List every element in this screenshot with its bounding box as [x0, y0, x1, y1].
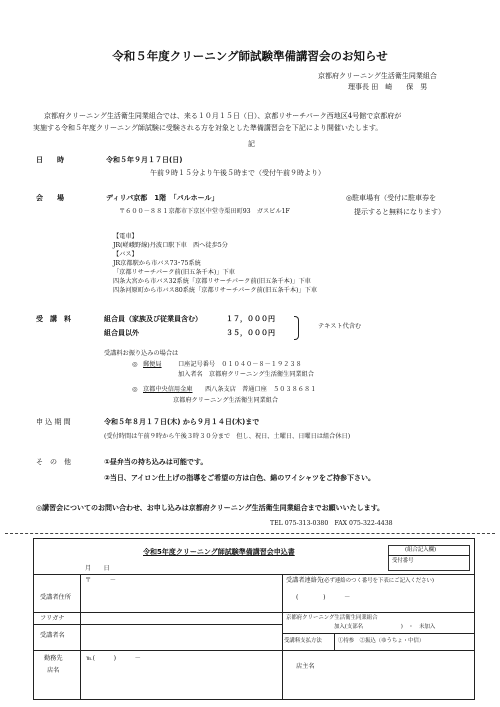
- venue-address: 〒６００－８８１京都市下京区中堂寺栗田町93 ガスビル1F: [119, 208, 290, 215]
- transfer-bank-account: 西八条支店 普通口座 ５０３８６８１: [205, 386, 317, 393]
- ki-label: 記: [248, 140, 255, 148]
- period-note: (受付時間は午前９時から午後３時３０分まで 但し、祝日、土曜日、日曜日は組合休日): [104, 433, 351, 440]
- venue-label: 会 場: [36, 194, 64, 202]
- notice-title: 令和５年度クリーニング師試験準備講習会のお知らせ: [112, 49, 388, 63]
- transfer-bank-mark: ◎: [132, 386, 138, 393]
- fee-label: 受 講 料: [36, 315, 71, 323]
- pay-label: 受講料支払方法: [284, 638, 322, 644]
- phone-field[interactable]: ( ) －: [296, 594, 351, 601]
- transfer-post-label: 郵便局: [143, 361, 162, 368]
- access-line: 【電車】: [113, 233, 138, 240]
- fee-note: テキスト代含む: [318, 323, 362, 330]
- period-value: 令和５年８月１７日(木) から９月１４日(木)まで: [104, 418, 260, 426]
- receipt-small-label: (組合記入欄): [405, 547, 437, 553]
- furigana-label: フリガナ: [40, 615, 65, 622]
- intro-line-1: 京都府クリーニング生活衛生同業組合では、来る１０月１５日（日）、京都リサーチパーク西地区4号館で京都府が: [44, 112, 402, 120]
- name-label: 受講者名: [40, 632, 65, 639]
- transfer-bank-holder: 京都府クリーニング生活衛生同業組合: [173, 397, 279, 404]
- issuer-org: 京都府クリーニング生活衛生同業組合: [318, 72, 437, 80]
- access-line: JR京都駅から市バス73･75系統: [113, 260, 201, 267]
- other-item-1: ①昼弁当の持ち込みは可能です。: [104, 458, 208, 466]
- pay-options[interactable]: ①持参 ②振込（ゆうちょ・中信）: [338, 638, 425, 644]
- access-line: 四条河原町から市バス80系統「京都リサーチパーク前(旧五条千本)」下車: [113, 287, 318, 294]
- address-label: 受講者住所: [40, 594, 71, 601]
- work-label: 勤務先: [44, 655, 63, 662]
- parking-line-2: 提示すると無料になります）: [354, 208, 445, 216]
- other-label: そ の 他: [36, 458, 71, 466]
- fee-non-value: ３５，０００円: [226, 329, 275, 337]
- shop-name-label: 店名: [47, 667, 60, 674]
- month-day: 月 日: [85, 565, 110, 572]
- time-value: 午前９時１５分より午後５時まで（受付午前９時より）: [150, 169, 325, 177]
- name-field[interactable]: [84, 627, 279, 648]
- other-item-2: ②当日、アイロン仕上げの指導をご希望の方は白色、綿のワイシャツをご持参下さい。: [104, 474, 375, 482]
- fee-non-label: 組合員以外: [104, 329, 139, 337]
- postal-mark: 〒 －: [85, 577, 116, 584]
- fee-brace: [294, 316, 299, 340]
- transfer-intro: 受講料お振り込みの場合は: [104, 350, 179, 357]
- address-field[interactable]: [84, 586, 279, 610]
- transfer-bank-label: 京都中央信用金庫: [143, 386, 193, 393]
- form-title: 令和5年度クリーニング師試験準備講習会申込書: [143, 548, 295, 556]
- fee-member-label: 組合員（家族及び従業員含む）: [104, 315, 202, 323]
- cut-line: [5, 533, 495, 534]
- shop-owner-label: 店主名: [296, 663, 315, 670]
- venue-name: ディリパ京都 1階 「パルホール」: [106, 194, 219, 202]
- furigana-field[interactable]: [84, 614, 279, 623]
- date-value: 令和５年９月１７日(日): [106, 156, 183, 164]
- transfer-post-account: 口座記号番号 ０１０４０－８－１９２３８: [178, 361, 302, 368]
- fee-member-value: １７，０００円: [226, 315, 275, 323]
- access-line: 【バス】: [113, 251, 138, 258]
- transfer-post-holder: 加入者名 京都府クリーニング生活衛生同業組合: [178, 371, 314, 378]
- contact-label: 受講者連絡先: [286, 577, 324, 584]
- period-label: 申 込 期 間: [36, 418, 71, 426]
- date-label: 日 時: [36, 156, 64, 164]
- access-line: JR(嵯峨野線)丹波口駅下車 西へ徒歩5分: [113, 242, 228, 249]
- contact-line: ◎講習会についてのお問い合わせ、お申し込みは京都府クリーニング生活衛生同業組合までお願いいたします。: [36, 504, 385, 512]
- access-line: 「京都リサーチパーク前(旧五条千本)」下車: [113, 269, 235, 276]
- transfer-post-mark: ◎: [132, 361, 138, 368]
- union-name: 京都府クリーニング生活衛生同業組合: [286, 615, 378, 621]
- intro-line-2: 実施する令和５年度クリーニング師試験に受験される方を対象とした準備講習会を下記により開催いたします。: [33, 124, 383, 132]
- tel-fax: TEL 075-313-0380 FAX 075-322-4438: [270, 520, 393, 527]
- shop-owner-field[interactable]: [330, 653, 470, 695]
- issuer-name: 理事長 田 崎 保 男: [348, 83, 428, 91]
- union-join[interactable]: 加入(支部名 ) ・ 未加入: [334, 624, 436, 630]
- parking-line-1: ◎駐車場有（受付に駐車券を: [346, 194, 437, 202]
- receipt-number-label: 受付番号: [392, 558, 414, 564]
- contact-note: (必ず連絡のつく番号を下表にご記入ください): [322, 578, 435, 584]
- access-line: 四条大宮から市バス32系統「京都リサーチパーク前(旧五条千本)」下車: [113, 278, 311, 285]
- work-phone-field[interactable]: ℡( ) －: [86, 655, 141, 662]
